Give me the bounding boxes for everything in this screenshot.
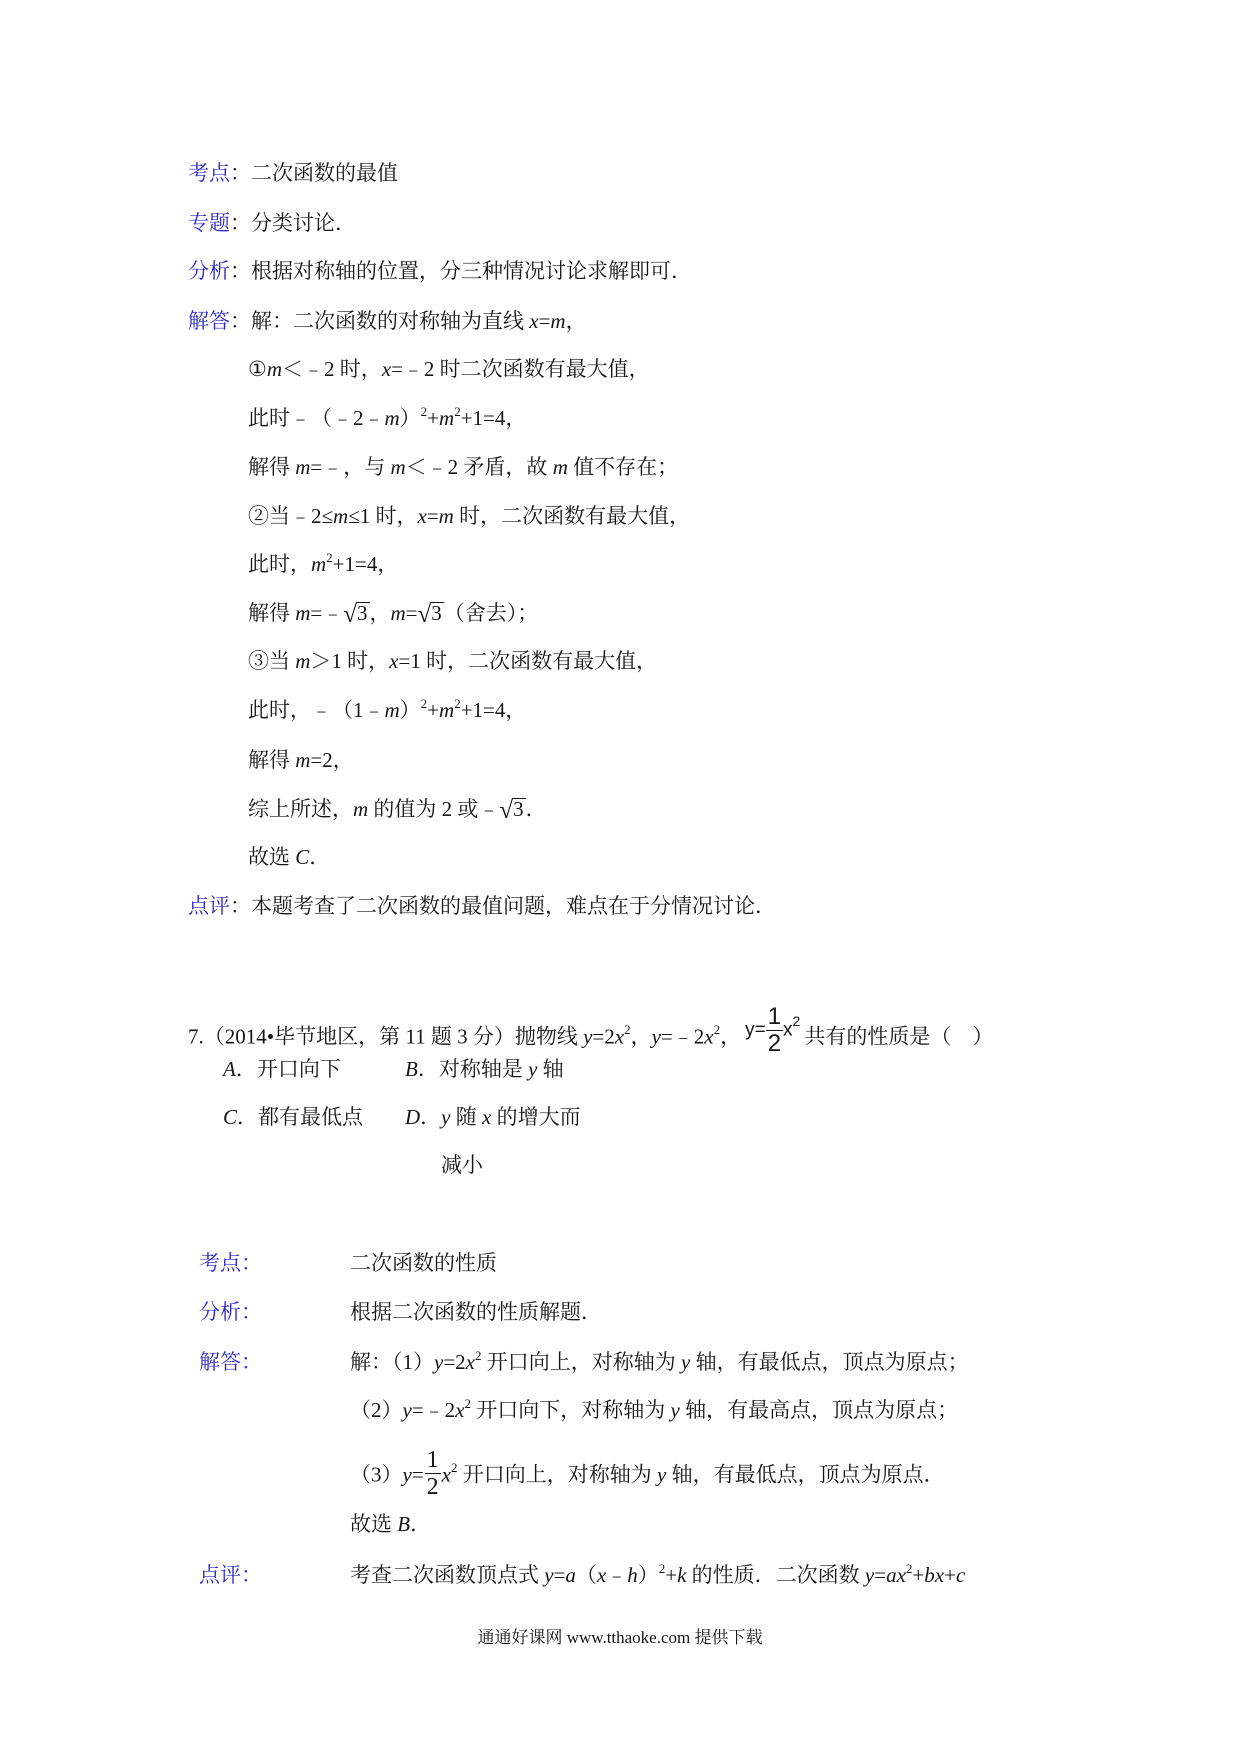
fraction xyxy=(766,1005,783,1056)
var-m: m xyxy=(384,406,400,430)
option-a xyxy=(223,1057,341,1081)
superscript: 2 xyxy=(658,1561,666,1576)
text: =2 xyxy=(592,1024,615,1049)
var-y: y xyxy=(434,1350,444,1374)
option-letter: C xyxy=(223,1105,238,1129)
var-x: x xyxy=(441,1462,451,1487)
solution-step-7 xyxy=(248,649,657,673)
option-letter: B xyxy=(405,1057,418,1081)
option-text: 的增大而 xyxy=(491,1105,581,1129)
answer-letter: B xyxy=(397,1512,411,1536)
jieda-label: 解答 xyxy=(188,309,230,333)
var-k: k xyxy=(677,1563,687,1587)
var-y: y xyxy=(651,1024,661,1049)
superscript: 2 xyxy=(464,1396,471,1411)
var-x: x xyxy=(529,309,539,333)
superscript: 2 xyxy=(451,1460,458,1476)
var-m: m xyxy=(295,649,311,673)
text: + xyxy=(427,406,440,430)
text: 故选 xyxy=(350,1512,398,1536)
var-m: m xyxy=(311,552,327,576)
option-d xyxy=(405,1105,581,1129)
solution-step-9 xyxy=(248,748,354,772)
superscript: 2 xyxy=(475,1348,482,1363)
text: =﹣2 时二次函数有最大值， xyxy=(391,357,650,381)
text: ） xyxy=(399,698,421,722)
half-x-squared-formula xyxy=(745,1005,800,1056)
text: ） xyxy=(399,406,421,430)
q6-zhuanti-row xyxy=(188,211,356,235)
text: 开口向上，对称轴为 xyxy=(481,1350,681,1374)
text: 此时，﹣（1﹣ xyxy=(248,698,385,722)
var-y: y xyxy=(528,1057,538,1081)
formula-var: x xyxy=(783,1019,793,1041)
answer-letter: C xyxy=(295,845,310,869)
zhuanti-text: ：分类讨论． xyxy=(230,211,356,235)
superscript: 2 xyxy=(326,550,333,565)
q7-solution-line-3 xyxy=(350,1447,945,1502)
text: ， xyxy=(630,1024,652,1049)
var-x: x xyxy=(417,504,427,528)
q7-dianping-label: 点评： xyxy=(199,1563,262,1587)
kaodian-label: 考点 xyxy=(188,161,230,185)
fraction-numerator: 1 xyxy=(767,1003,782,1030)
q6-jieda-row xyxy=(188,309,587,333)
radical-sign: √ xyxy=(499,797,514,824)
text: 解：（1） xyxy=(350,1350,434,1374)
option-letter: D xyxy=(405,1105,421,1129)
text: 轴，有最高点，顶点为原点； xyxy=(679,1398,959,1422)
text: ， xyxy=(565,309,587,333)
text: ：解：二次函数的对称轴为直线 xyxy=(230,309,530,333)
var-m: m xyxy=(390,455,406,479)
superscript: 2 xyxy=(454,696,461,711)
zhuanti-label: 专题 xyxy=(188,211,230,235)
text: ． xyxy=(309,845,331,869)
var-x: x xyxy=(614,1024,625,1049)
text: ②当﹣2≤ xyxy=(248,504,334,528)
text: 时，二次函数有最大值， xyxy=(453,504,691,528)
sqrt-radicand: 3 xyxy=(357,601,368,625)
fraction-denominator: 2 xyxy=(767,1030,782,1057)
text: =﹣，与 xyxy=(310,455,391,479)
var-m: m xyxy=(550,309,566,333)
text: =1 时，二次函数有最大值， xyxy=(398,649,658,673)
var-m: m xyxy=(333,504,349,528)
text: 共有的性质是（ ） xyxy=(804,1024,994,1049)
var-y: y xyxy=(441,1105,451,1129)
solution-step-6 xyxy=(248,601,539,628)
var-m: m xyxy=(552,455,568,479)
option-text: ． xyxy=(420,1105,442,1129)
text: +1=4， xyxy=(460,698,527,722)
text: 值不存在； xyxy=(567,455,679,479)
dianping-label: 点评 xyxy=(188,894,230,918)
fenxi-label: 分析 xyxy=(188,259,230,283)
text: = xyxy=(553,1563,566,1587)
text: 解得 xyxy=(248,601,296,625)
var-y: y xyxy=(864,1563,875,1587)
text: + xyxy=(427,698,440,722)
q6-kaodian-row xyxy=(188,161,398,185)
q7-kaodian-label: 考点： xyxy=(199,1251,262,1275)
text: ） xyxy=(637,1563,659,1587)
text: 的性质．二次函数 xyxy=(686,1563,865,1587)
option-text: 随 xyxy=(450,1105,482,1129)
text: =2， xyxy=(310,748,354,772)
text: =﹣2 xyxy=(411,1398,456,1422)
sqrt-radicand: 3 xyxy=(513,797,524,821)
text: 解得 xyxy=(248,748,296,772)
var-a: a xyxy=(565,1563,576,1587)
dianping-text: ：本题考查了二次函数的最值问题，难点在于分情况讨论． xyxy=(230,894,776,918)
solution-step-2 xyxy=(248,406,526,430)
text: ﹣ xyxy=(606,1563,628,1587)
var-m: m xyxy=(295,601,311,625)
text: 解得 xyxy=(248,455,296,479)
q6-dianping-row xyxy=(188,894,776,918)
fraction xyxy=(425,1448,441,1499)
q7-solution-line-4 xyxy=(350,1512,431,1536)
option-b xyxy=(405,1057,564,1081)
text: 的值为 2 或﹣ xyxy=(368,797,500,821)
option-d-continuation xyxy=(441,1153,483,1177)
var-x: x xyxy=(465,1350,475,1374)
text: 综上所述， xyxy=(248,797,353,821)
text: =﹣ xyxy=(310,601,344,625)
var-x: x xyxy=(389,649,399,673)
text: +1=4， xyxy=(332,552,399,576)
text: ＜﹣2 时， xyxy=(282,357,382,381)
text: =﹣2 xyxy=(660,1024,705,1049)
q7-solution-line-1 xyxy=(350,1350,969,1374)
text: 开口向下，对称轴为 xyxy=(471,1398,671,1422)
option-text: ．对称轴是 xyxy=(417,1057,529,1081)
text: （舍去）； xyxy=(443,601,539,625)
superscript: 2 xyxy=(420,696,428,711)
q7-dianping-text xyxy=(350,1563,965,1587)
fraction-numerator: 1 xyxy=(426,1447,439,1473)
superscript: 2 xyxy=(624,1022,631,1038)
text: + xyxy=(665,1563,678,1587)
text: + xyxy=(944,1563,956,1587)
var-x: x xyxy=(704,1024,714,1049)
text: + xyxy=(912,1563,925,1587)
text: ＜﹣2 矛盾，故 xyxy=(405,455,553,479)
var-m: m xyxy=(390,601,406,625)
superscript: 2 xyxy=(792,1012,801,1029)
kaodian-text: ：二次函数的最值 xyxy=(230,161,398,185)
text: 考查二次函数顶点式 xyxy=(350,1563,545,1587)
var-m: m xyxy=(384,698,400,722)
text: ． xyxy=(410,1512,432,1536)
text: = xyxy=(538,309,551,333)
solution-step-3 xyxy=(248,455,678,479)
var-m: m xyxy=(295,748,311,772)
formula-lhs: y= xyxy=(745,1019,766,1041)
option-letter: A xyxy=(223,1057,236,1081)
text: ≤1 时， xyxy=(348,504,418,528)
radical-sign: √ xyxy=(417,601,432,628)
superscript: 2 xyxy=(420,404,428,419)
var-y: y xyxy=(670,1398,680,1422)
text: （ xyxy=(575,1563,597,1587)
var-y: y xyxy=(657,1462,667,1487)
text: = xyxy=(426,504,439,528)
solution-step-10 xyxy=(248,797,547,824)
superscript: 2 xyxy=(454,404,461,419)
option-text: 减小 xyxy=(441,1153,483,1177)
solution-step-4 xyxy=(248,504,690,528)
text: ① xyxy=(248,357,267,381)
option-text: ．都有最低点 xyxy=(237,1105,364,1129)
superscript: 2 xyxy=(905,1561,913,1576)
var-y: y xyxy=(583,1024,593,1049)
var-y: y xyxy=(544,1563,554,1587)
var-m: m xyxy=(353,797,369,821)
sqrt-radicand: 3 xyxy=(431,601,442,625)
solution-step-1 xyxy=(248,357,650,381)
var-y: y xyxy=(402,1462,412,1487)
text: 7.（2014•毕节地区，第 11 题 3 分）抛物线 xyxy=(188,1024,584,1049)
var-x: x xyxy=(596,1563,607,1587)
q7-fenxi-label: 分析： xyxy=(199,1300,262,1324)
text: ， xyxy=(369,601,391,625)
option-text: ．开口向下 xyxy=(235,1057,341,1081)
var-x: x xyxy=(482,1105,492,1129)
var-c: c xyxy=(955,1563,966,1587)
text: ． xyxy=(525,797,547,821)
var-ax: ax xyxy=(886,1563,906,1587)
q7-kaodian-text: 二次函数的性质 xyxy=(350,1251,497,1275)
solution-step-5 xyxy=(248,552,398,576)
text: 轴，有最低点，顶点为原点； xyxy=(690,1350,969,1374)
text: 此时﹣（﹣2﹣ xyxy=(248,406,385,430)
text: ③当 xyxy=(248,649,296,673)
option-text: 轴 xyxy=(537,1057,564,1081)
text: = xyxy=(411,1462,424,1487)
text: =2 xyxy=(443,1350,466,1374)
text: 故选 xyxy=(248,845,296,869)
solution-step-8 xyxy=(248,698,526,722)
var-y: y xyxy=(402,1398,412,1422)
text: ， xyxy=(720,1024,742,1049)
var-x: x xyxy=(455,1398,465,1422)
option-c xyxy=(223,1105,363,1129)
var-m: m xyxy=(439,406,455,430)
text: 轴，有最低点，顶点为原点． xyxy=(666,1462,945,1487)
q7-jieda-label: 解答： xyxy=(199,1350,262,1374)
text: ＞1 时， xyxy=(310,649,390,673)
var-h: h xyxy=(627,1563,638,1587)
q6-fenxi-row xyxy=(188,259,692,283)
text: +1=4， xyxy=(460,406,527,430)
fenxi-text: ：根据对称轴的位置，分三种情况讨论求解即可． xyxy=(230,259,692,283)
text: （2） xyxy=(350,1398,403,1422)
solution-step-11 xyxy=(248,845,330,869)
var-m: m xyxy=(295,455,311,479)
var-bx: bx xyxy=(924,1563,945,1587)
superscript: 2 xyxy=(713,1022,721,1038)
fraction-denominator: 2 xyxy=(426,1474,439,1500)
page-footer: 通通好课网 www.tthaoke.com 提供下载 xyxy=(477,1628,763,1647)
q7-fenxi-text: 根据二次函数的性质解题． xyxy=(350,1300,602,1324)
radical-sign: √ xyxy=(343,601,357,628)
text: = xyxy=(405,601,418,625)
text: = xyxy=(874,1563,887,1587)
var-m: m xyxy=(266,357,282,381)
var-m: m xyxy=(438,504,454,528)
text: （3） xyxy=(350,1462,403,1487)
text: 此时， xyxy=(248,552,311,576)
var-y: y xyxy=(681,1350,691,1374)
var-m: m xyxy=(439,698,455,722)
q7-solution-line-2 xyxy=(350,1398,958,1422)
var-x: x xyxy=(381,357,392,381)
text: 开口向上，对称轴为 xyxy=(457,1462,657,1487)
